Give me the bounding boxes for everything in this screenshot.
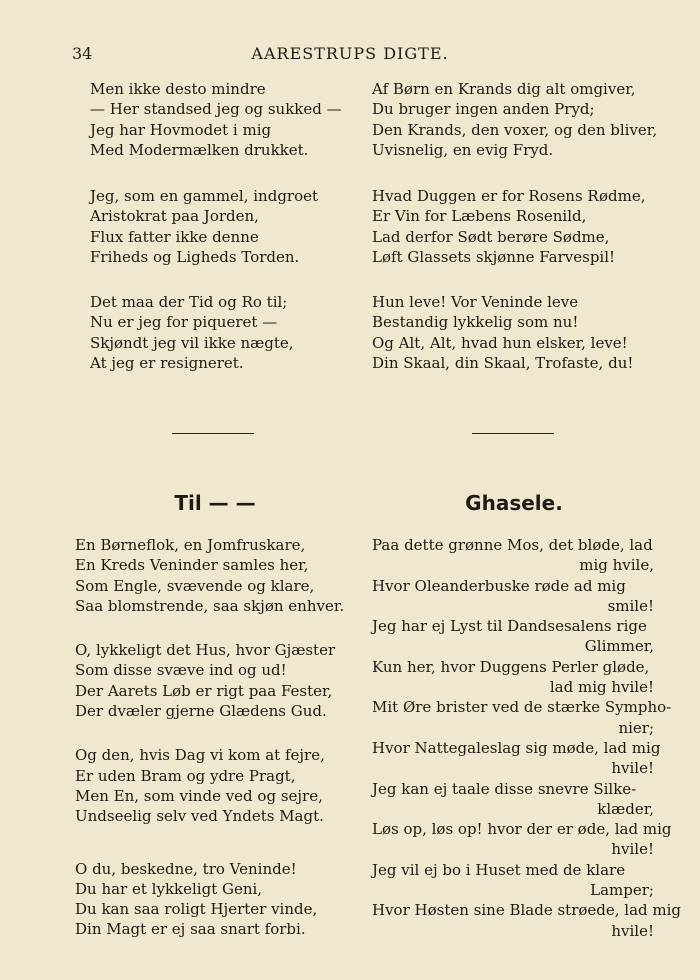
verse-line: Den Krands, den voxer, og den bliver, bbox=[372, 120, 658, 139]
top-right-poem-2 bbox=[372, 186, 662, 267]
verse-line: Løft Glassets skjønne Farvespil! bbox=[372, 247, 616, 266]
verse-line: Som Engle, svævende og klare, bbox=[75, 576, 315, 595]
verse-line: Hvor Nattegaleslag sig møde, lad mig bbox=[372, 738, 661, 757]
verse-line: Du kan saa roligt Hjerter vinde, bbox=[75, 900, 318, 919]
verse-line: O du, beskedne, tro Veninde! bbox=[75, 859, 297, 878]
verse-line: Flux fatter ikke denne bbox=[90, 227, 259, 246]
stanza bbox=[75, 859, 365, 940]
poem-title-til: Til — — bbox=[174, 491, 256, 515]
verse-line: Det maa der Tid og Ro til; bbox=[90, 293, 288, 311]
section-divider-left bbox=[172, 433, 254, 434]
verse-line: Løs op, løs op! hvor der er øde, lad mig bbox=[372, 820, 672, 839]
verse-line: Der dvæler gjerne Glædens Gud. bbox=[75, 702, 327, 721]
verse-line: Og den, hvis Dag vi kom at fejre, bbox=[75, 746, 325, 765]
stanza bbox=[372, 186, 662, 267]
verse-line: Jeg har Hovmodet i mig bbox=[90, 120, 272, 139]
verse-line: Friheds og Ligheds Torden. bbox=[90, 247, 300, 266]
stanza bbox=[372, 292, 662, 373]
verse-line: Er uden Bram og ydre Pragt, bbox=[75, 766, 296, 785]
verse-line: Er Vin for Læbens Rosenild, bbox=[372, 207, 587, 226]
verse-line: Bestandig lykkelig som nu! bbox=[372, 313, 579, 332]
verse-line-continuation: hvile! bbox=[611, 840, 654, 859]
stanza bbox=[90, 79, 380, 160]
verse-line: Skjøndt jeg vil ikke nægte, bbox=[90, 333, 294, 352]
verse-line-continuation: smile! bbox=[607, 596, 654, 615]
verse-line: Jeg kan ej taale disse snevre Silke- bbox=[372, 779, 637, 798]
stanza bbox=[75, 640, 365, 721]
verse-line: Hvad Duggen er for Rosens Rødme, bbox=[372, 187, 646, 205]
verse-line: At jeg er resigneret. bbox=[90, 353, 244, 372]
top-left-poem bbox=[90, 79, 380, 160]
top-right-poem-3 bbox=[372, 292, 662, 373]
running-head: AARESTRUPS DIGTE. bbox=[251, 44, 449, 63]
stanza bbox=[75, 535, 365, 616]
verse-line: En Børneflok, en Jomfruskare, bbox=[75, 536, 306, 554]
ghasele-poem bbox=[372, 535, 682, 941]
verse-line: Undseelig selv ved Yndets Magt. bbox=[75, 807, 324, 826]
stanza bbox=[90, 186, 380, 267]
top-left-poem-2 bbox=[90, 186, 380, 267]
til-poem bbox=[75, 535, 365, 940]
verse-line: Hvor Oleanderbuske røde ad mig bbox=[372, 576, 626, 595]
verse-line-continuation: hvile! bbox=[611, 759, 654, 778]
verse-line-continuation: hvile! bbox=[611, 921, 654, 940]
verse-line: Som disse svæve ind og ud! bbox=[75, 661, 287, 680]
verse-line: Din Skaal, din Skaal, Trofaste, du! bbox=[372, 353, 634, 372]
section-divider-right bbox=[472, 433, 554, 434]
verse-line: Din Magt er ej saa snart forbi. bbox=[75, 920, 306, 939]
verse-line: Men ikke desto mindre bbox=[90, 80, 266, 98]
verse-line: Uvisnelig, en evig Fryd. bbox=[372, 140, 554, 159]
verse-line: Du har et lykkeligt Geni, bbox=[75, 879, 263, 898]
top-left-poem-3 bbox=[90, 292, 380, 373]
verse-line: Hun leve! Vor Veninde leve bbox=[372, 293, 579, 311]
verse-line: Nu er jeg for piqueret — bbox=[90, 313, 278, 332]
verse-line: — Her standsed jeg og sukked — bbox=[90, 100, 342, 119]
verse-line: Men En, som vinde ved og sejre, bbox=[75, 786, 323, 805]
verse-line: Jeg har ej Lyst til Dandsesalens rige bbox=[372, 617, 647, 636]
verse-line-continuation: klæder, bbox=[597, 799, 654, 818]
verse-line: Hvor Høsten sine Blade strøede, lad mig bbox=[372, 901, 682, 920]
verse-line: Jeg vil ej bo i Huset med de klare bbox=[372, 860, 626, 879]
verse-line: O, lykkeligt det Hus, hvor Gjæster bbox=[75, 641, 336, 660]
page-number: 34 bbox=[72, 44, 93, 63]
verse-line: Du bruger ingen anden Pryd; bbox=[372, 100, 595, 119]
verse-line: Kun her, hvor Duggens Perler gløde, bbox=[372, 657, 650, 676]
top-right-poem bbox=[372, 79, 662, 160]
verse-line-continuation: nier; bbox=[618, 718, 654, 737]
verse-line-continuation: lad mig hvile! bbox=[549, 678, 654, 697]
verse-line: Der Aarets Løb er rigt paa Fester, bbox=[75, 681, 333, 700]
verse-line: Saa blomstrende, saa skjøn enhver. bbox=[75, 596, 345, 615]
verse-line: Paa dette grønne Mos, det bløde, lad bbox=[372, 536, 653, 554]
verse-line: Mit Øre brister ved de stærke Sympho- bbox=[372, 698, 672, 717]
stanza bbox=[372, 79, 662, 160]
verse-line: Lad derfor Sødt berøre Sødme, bbox=[372, 227, 610, 246]
verse-line: Af Børn en Krands dig alt omgiver, bbox=[372, 80, 636, 98]
stanza bbox=[90, 292, 380, 373]
verse-line-continuation: mig hvile, bbox=[579, 556, 654, 575]
verse-line: Med Modermælken drukket. bbox=[90, 140, 309, 159]
verse-line: En Kreds Veninder samles her, bbox=[75, 556, 309, 575]
verse-line-continuation: Lamper; bbox=[590, 881, 654, 900]
stanza bbox=[75, 745, 365, 826]
verse-line: Jeg, som en gammel, indgroet bbox=[90, 187, 319, 205]
poem-title-ghasele: Ghasele. bbox=[465, 491, 563, 515]
verse-line: Aristokrat paa Jorden, bbox=[90, 207, 259, 226]
verse-line-continuation: Glimmer, bbox=[584, 637, 654, 656]
verse-line: Og Alt, Alt, hvad hun elsker, leve! bbox=[372, 333, 628, 352]
